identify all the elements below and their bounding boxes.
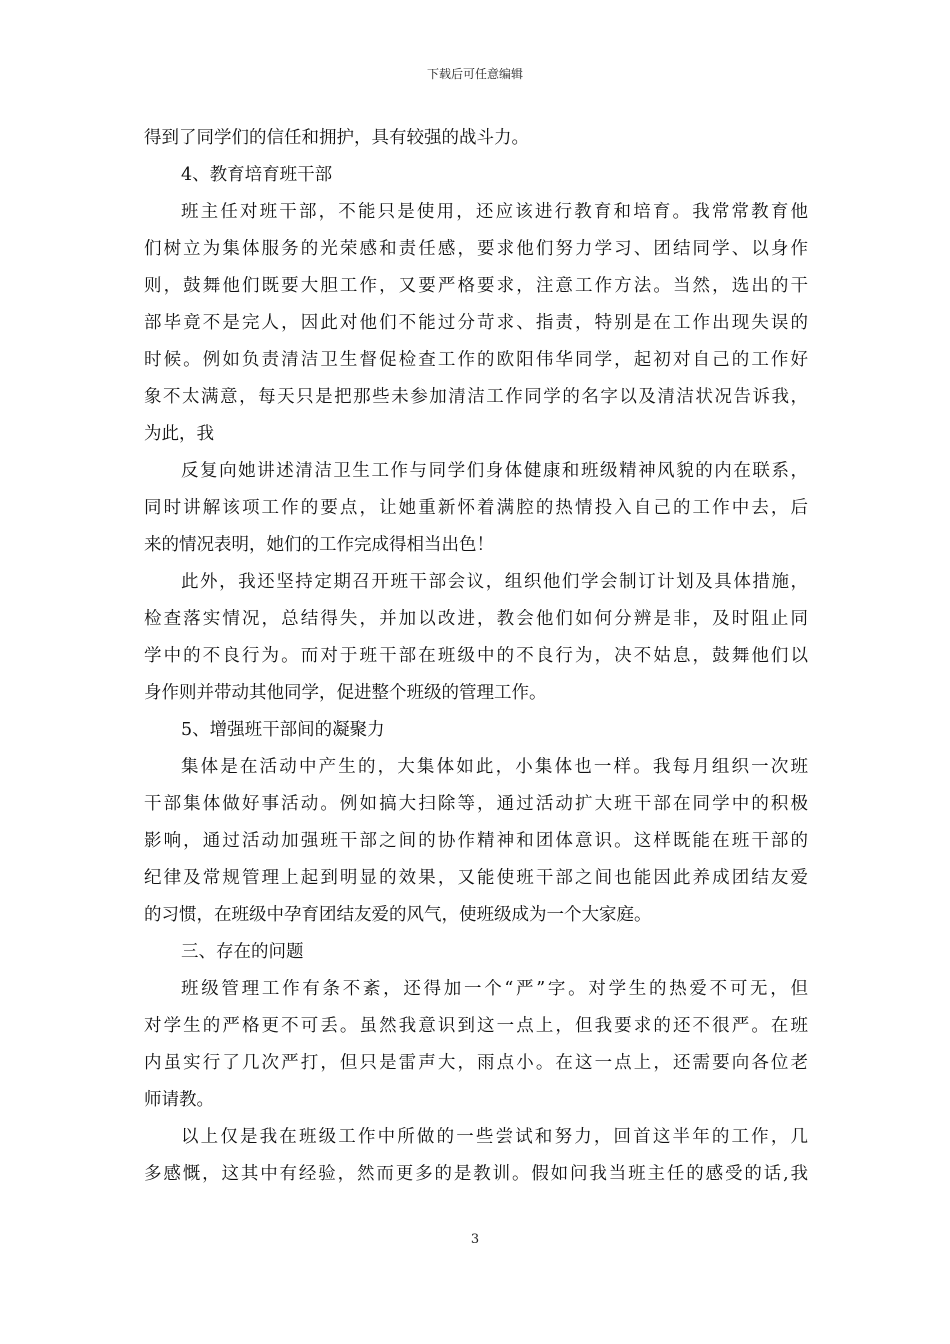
text-line: 班主任对班干部，不能只是使用，还应该进行教育和培育。我常常教育他 (181, 202, 808, 222)
document-body (144, 120, 808, 1193)
text-line: 对学生的严格更不可丢。虽然我意识到这一点上，但我要求的还不很严。在班 (144, 1016, 808, 1036)
text-line: 师请教。 (144, 1090, 214, 1110)
text-line: 时候。例如负责清洁卫生督促检查工作的欧阳伟华同学，起初对自己的工作好 (144, 350, 808, 370)
text-line: 为此，我 (144, 424, 214, 444)
text-line: 集体是在活动中产生的，大集体如此，小集体也一样。我每月组织一次班 (181, 757, 808, 777)
text-line: 检查落实情况，总结得失，并加以改进，教会他们如何分辨是非，及时阻止同 (144, 609, 808, 629)
text-line: 纪律及常规管理上起到明显的效果，又能使班干部之间也能因此养成团结友爱 (144, 868, 808, 888)
text-line: 内虽实行了几次严打，但只是雷声大，雨点小。在这一点上，还需要向各位老 (144, 1053, 808, 1073)
text-line: 干部集体做好事活动。例如搞大扫除等，通过活动扩大班干部在同学中的积极 (144, 794, 808, 814)
text-line: 反复向她讲述清洁卫生工作与同学们身体健康和班级精神风貌的内在联系， (181, 461, 808, 481)
text-line: 班级管理工作有条不紊，还得加一个“严”字。对学生的热爱不可无，但 (181, 979, 808, 999)
page-header: 下载后可任意编辑 (426, 67, 523, 81)
section-heading: 5、增强班干部间的凝聚力 (181, 720, 385, 740)
page-number: 3 (470, 1232, 480, 1247)
text-line: 以上仅是我在班级工作中所做的一些尝试和努力，回首这半年的工作，几 (181, 1127, 808, 1147)
text-line: 影响，通过活动加强班干部之间的协作精神和团体意识。这样既能在班干部的 (144, 831, 808, 851)
text-line: 来的情况表明，她们的工作完成得相当出色！ (144, 535, 494, 555)
text-line: 得到了同学们的信任和拥护，具有较强的战斗力。 (144, 128, 529, 148)
section-heading: 三、存在的问题 (181, 942, 304, 962)
text-line: 则，鼓舞他们既要大胆工作，又要严格要求，注意工作方法。当然，选出的干 (144, 276, 808, 296)
text-line: 们树立为集体服务的光荣感和责任感，要求他们努力学习、团结同学、以身作 (144, 239, 808, 259)
text-line: 身作则并带动其他同学，促进整个班级的管理工作。 (144, 683, 547, 703)
text-line: 部毕竟不是完人，因此对他们不能过分苛求、指责，特别是在工作出现失误的 (144, 313, 808, 333)
text-line: 象不太满意，每天只是把那些未参加清洁工作同学的名字以及清洁状况告诉我， (144, 387, 808, 407)
section-heading: 4、教育培育班干部 (181, 165, 333, 185)
text-line: 学中的不良行为。而对于班干部在班级中的不良行为，决不姑息，鼓舞他们以 (144, 646, 808, 666)
text-line: 多感慨，这其中有经验，然而更多的是教训。假如问我当班主任的感受的话,我 (144, 1164, 808, 1184)
text-line: 此外，我还坚持定期召开班干部会议，组织他们学会制订计划及具体措施， (181, 572, 808, 592)
text-line: 同时讲解该项工作的要点，让她重新怀着满腔的热情投入自己的工作中去，后 (144, 498, 808, 518)
text-line: 的习惯，在班级中孕育团结友爱的风气，使班级成为一个大家庭。 (144, 905, 652, 925)
